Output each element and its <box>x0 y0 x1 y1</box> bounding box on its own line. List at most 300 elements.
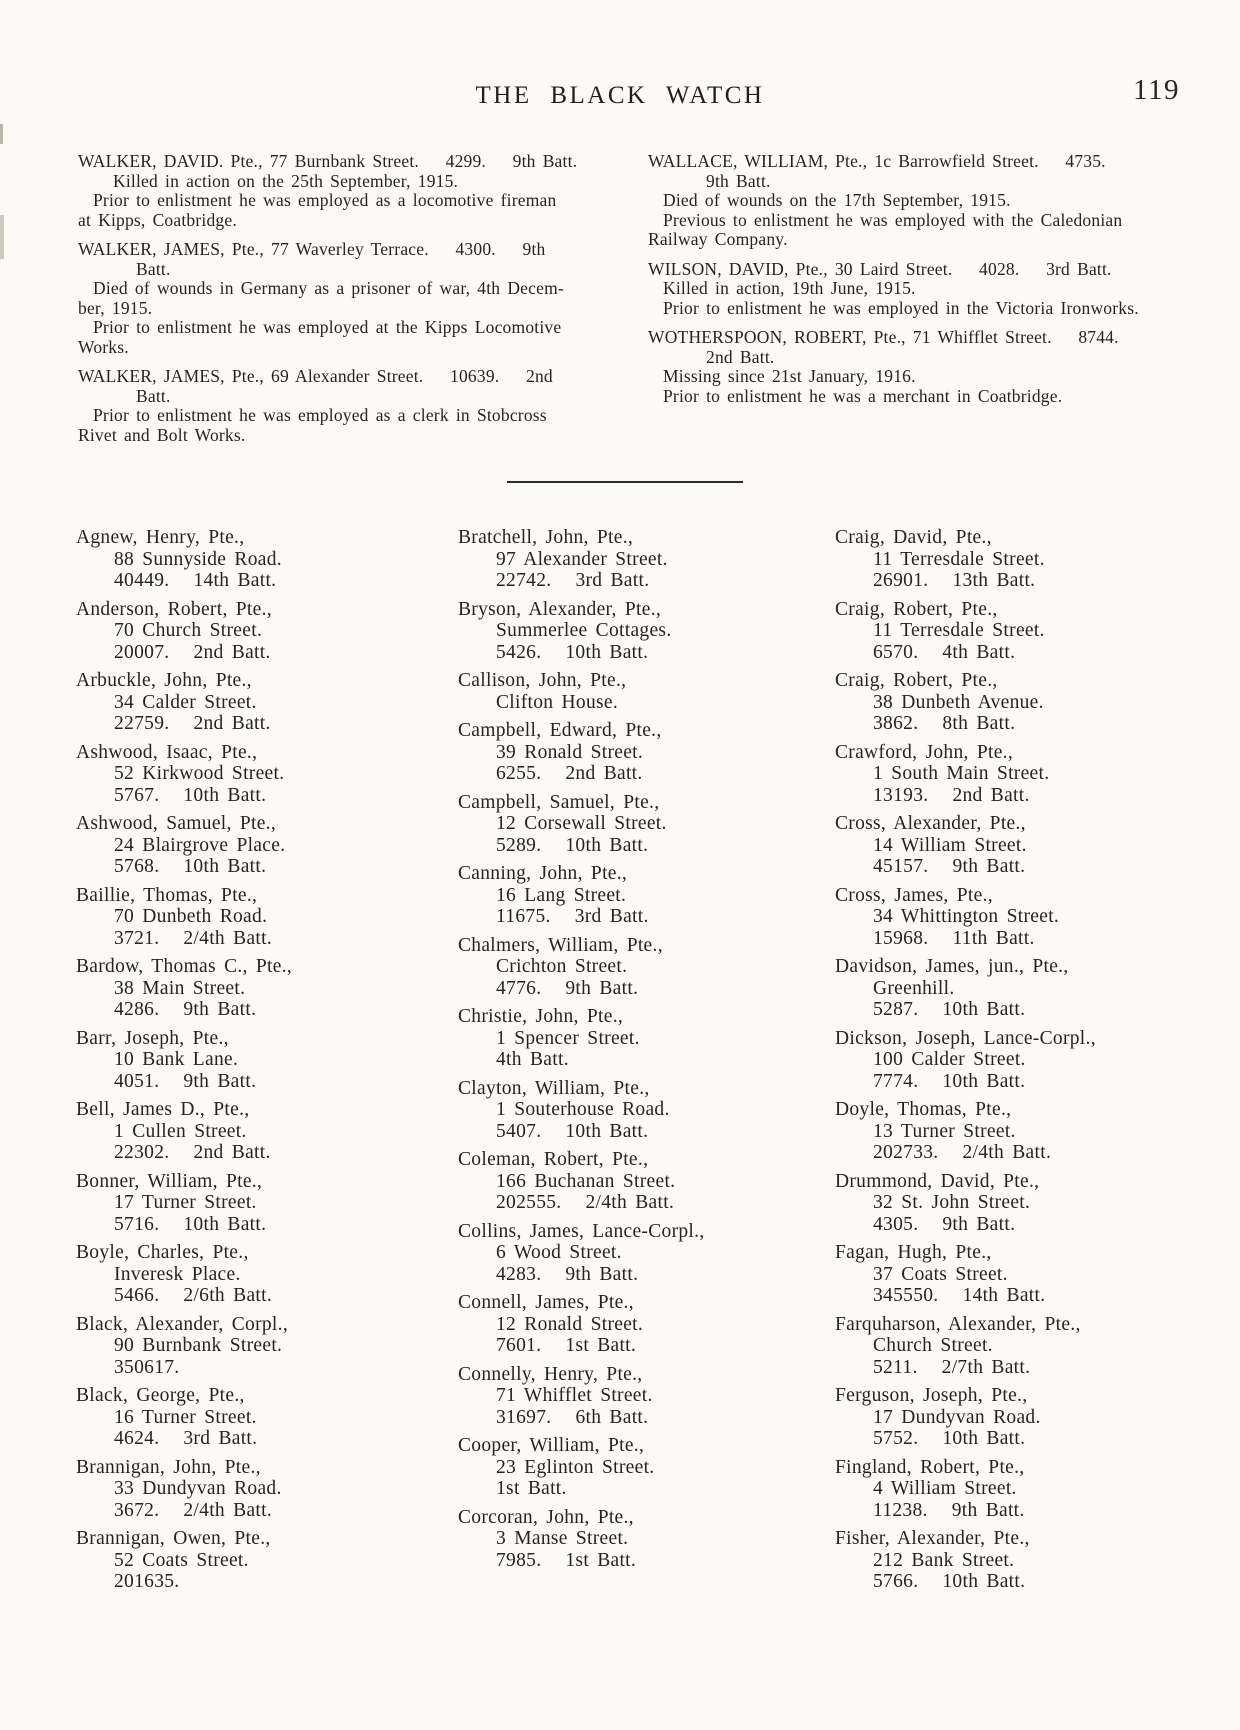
entry-address: 166 Buchanan Street. <box>496 1170 676 1192</box>
roll-entry-body-line: Prior to enlistment he was a merchant in Coatbridge. <box>663 385 1063 406</box>
roll-column-right <box>648 152 1160 455</box>
entry-name: Black, Alexander, Corpl., <box>76 1313 289 1335</box>
entry-name: Campbell, Samuel, Pte., <box>458 791 660 813</box>
entry-service-line <box>458 1478 835 1500</box>
roll-entry-head-line: 2nd Batt. <box>706 346 775 367</box>
entry-address: 52 Kirkwood Street. <box>114 763 285 784</box>
roll-entry <box>78 152 602 230</box>
list-entry <box>458 1149 835 1214</box>
entry-service-number: 11675. <box>496 906 551 927</box>
entry-name: Christie, John, Pte., <box>458 1006 624 1027</box>
entry-service-number: 5466. <box>114 1285 160 1306</box>
list-entry <box>76 885 458 950</box>
entry-address: 14 William Street. <box>873 834 1027 856</box>
entry-battalion: 9th Batt. <box>952 856 1026 877</box>
entry-service-number: 202733. <box>873 1142 939 1163</box>
entry-address: 38 Main Street. <box>114 977 246 999</box>
entry-service-line <box>76 570 458 592</box>
entry-address: 12 Ronald Street. <box>496 1313 644 1335</box>
roll-entry <box>78 367 602 445</box>
entry-service-line <box>458 1049 835 1071</box>
list-entry <box>76 527 458 592</box>
list-entry <box>76 1242 458 1307</box>
entry-address: 1 Souterhouse Road. <box>496 1099 670 1120</box>
list-entry <box>458 527 835 592</box>
entry-name: Ashwood, Samuel, Pte., <box>76 813 277 834</box>
entry-address: 17 Dundyvan Road. <box>873 1406 1041 1428</box>
entry-service-line <box>458 1192 835 1214</box>
entry-name: Brannigan, John, Pte., <box>76 1456 261 1478</box>
entry-name: Bratchell, John, Pte., <box>458 527 634 548</box>
entry-name: Bell, James D., Pte., <box>76 1099 250 1120</box>
entry-service-number: 22742. <box>496 570 552 591</box>
entry-service-number: 26901. <box>873 570 929 591</box>
entry-service-line <box>76 642 458 664</box>
list-entry <box>835 1528 1190 1593</box>
roll-entry-body-line: Died of wounds on the 17th September, 1915. <box>663 190 1011 210</box>
entry-battalion: 10th Batt. <box>183 856 267 877</box>
entry-service-number: 6255. <box>496 763 542 784</box>
entry-address: 16 Lang Street. <box>496 884 627 906</box>
entry-battalion: 9th Batt. <box>942 1213 1016 1235</box>
entry-name: Craig, Robert, Pte., <box>835 670 998 691</box>
entry-name: Cross, James, Pte., <box>835 884 993 906</box>
entry-service-line <box>458 1335 835 1357</box>
entry-name: Barr, Joseph, Pte., <box>76 1027 229 1049</box>
roll-entry-body-line: Missing since 21st January, 1916. <box>663 366 916 386</box>
roll-entry-body-line: Works. <box>78 336 129 357</box>
entry-service-line <box>835 1357 1190 1379</box>
list-entry <box>835 1171 1190 1236</box>
list-entry <box>458 720 835 785</box>
roll-column-left <box>78 152 602 455</box>
entry-name: Connell, James, Pte., <box>458 1292 634 1313</box>
entry-service-number: 5752. <box>873 1428 919 1449</box>
entry-battalion: 10th Batt. <box>565 641 649 663</box>
entry-service-number: 5766. <box>873 1571 919 1592</box>
entry-battalion: 4th Batt. <box>496 1049 569 1070</box>
roll-entry-head-line: WOTHERSPOON, ROBERT, Pte., 71 Whifflet Street. 8744. <box>648 327 1119 347</box>
entry-address: 17 Turner Street. <box>114 1192 257 1213</box>
list-entry <box>458 1435 835 1500</box>
entry-address: 1 Spencer Street. <box>496 1027 640 1049</box>
list-entry <box>835 1385 1190 1450</box>
roll-entry-body-line: Prior to enlistment he was employed at the Kipps Locomotive <box>93 317 562 337</box>
roll-entry-body-line: Prior to enlistment he was employed as a locomotive fireman <box>93 190 557 210</box>
entry-address: 1 South Main Street. <box>873 763 1050 784</box>
entry-service-number: 22759. <box>114 713 170 734</box>
entry-service-number: 345550. <box>873 1285 939 1306</box>
list-entry <box>76 1028 458 1093</box>
entry-battalion: 2/6th Batt. <box>183 1285 273 1306</box>
entry-address: 34 Whittington Street. <box>873 906 1060 927</box>
entry-battalion: 2nd Batt. <box>193 1142 271 1163</box>
roll-entry-body-line: at Kipps, Coatbridge. <box>78 209 237 230</box>
entry-name: Callison, John, Pte., <box>458 670 627 691</box>
entry-address: Church Street. <box>873 1335 993 1356</box>
entry-service-line <box>76 713 458 735</box>
entry-service-line <box>458 1121 835 1143</box>
entry-service-line <box>835 1142 1190 1164</box>
entry-service-line <box>835 570 1190 592</box>
roll-entry-body-line: Killed in action, 19th June, 1915. <box>663 278 916 298</box>
page-header <box>0 74 1240 114</box>
roll-entry-head-line: Batt. <box>136 258 171 279</box>
list-entry <box>835 527 1190 592</box>
entry-name: Baillie, Thomas, Pte., <box>76 884 258 906</box>
name-list-section <box>0 527 1240 1600</box>
entry-service-number: 5211. <box>873 1356 918 1378</box>
entry-service-number: 7985. <box>496 1549 542 1571</box>
entry-service-line <box>835 1571 1190 1593</box>
roll-entry-head-line: Batt. <box>136 385 171 406</box>
list-entry <box>458 670 835 713</box>
list-entry <box>76 1099 458 1164</box>
list-entry <box>458 1507 835 1572</box>
list-entry <box>458 1364 835 1429</box>
entry-service-line <box>458 763 835 785</box>
name-list-column-3 <box>835 527 1190 1600</box>
entry-name: Agnew, Henry, Pte., <box>76 527 245 548</box>
list-entry <box>76 670 458 735</box>
list-entry <box>76 1457 458 1522</box>
entry-service-number: 45157. <box>873 856 929 877</box>
entry-service-number: 13193. <box>873 784 929 806</box>
entry-service-number: 6570. <box>873 641 919 663</box>
entry-service-line <box>835 1428 1190 1450</box>
entry-battalion: 2/4th Batt. <box>962 1142 1052 1163</box>
entry-service-number: 31697. <box>496 1406 552 1428</box>
name-list-column-2 <box>458 527 835 1600</box>
section-divider <box>507 481 743 483</box>
entry-battalion: 9th Batt. <box>565 1263 639 1285</box>
roll-entry-body-line: Prior to enlistment he was employed as a clerk in Stobcross <box>93 405 547 425</box>
entry-battalion: 10th Batt. <box>183 784 267 806</box>
entry-service-line <box>835 713 1190 735</box>
entry-address: 97 Alexander Street. <box>496 548 668 570</box>
entry-service-line <box>76 999 458 1021</box>
entry-service-line <box>835 1071 1190 1093</box>
entry-service-number: 5767. <box>114 784 160 806</box>
list-entry <box>76 1385 458 1450</box>
entry-service-line <box>76 1500 458 1522</box>
entry-battalion: 2/7th Batt. <box>941 1356 1031 1378</box>
entry-name: Ferguson, Joseph, Pte., <box>835 1385 1028 1406</box>
entry-address: 212 Bank Street. <box>873 1549 1015 1571</box>
entry-service-number: 5426. <box>496 641 542 663</box>
name-list-column-1 <box>76 527 458 1600</box>
entry-battalion: 10th Batt. <box>183 1213 267 1235</box>
entry-service-line <box>76 1357 458 1379</box>
entry-service-number: 3672. <box>114 1499 160 1521</box>
roll-entry-body-line: Railway Company. <box>648 229 788 249</box>
entry-name: Collins, James, Lance-Corpl., <box>458 1220 705 1242</box>
entry-address: 100 Calder Street. <box>873 1049 1026 1070</box>
roll-of-honour-section <box>0 152 1240 455</box>
list-entry <box>458 863 835 928</box>
entry-service-number: 350617. <box>114 1356 180 1378</box>
entry-address: 90 Burnbank Street. <box>114 1335 283 1356</box>
list-entry <box>76 742 458 807</box>
list-entry <box>458 1006 835 1071</box>
entry-battalion: 6th Batt. <box>575 1406 649 1428</box>
entry-service-line <box>458 978 835 1000</box>
list-entry <box>835 742 1190 807</box>
entry-battalion: 10th Batt. <box>942 1571 1026 1592</box>
entry-battalion: 1st Batt. <box>565 1549 637 1571</box>
entry-name: Boyle, Charles, Pte., <box>76 1242 249 1263</box>
entry-service-line <box>458 906 835 928</box>
entry-address: 13 Turner Street. <box>873 1120 1016 1142</box>
entry-name: Bryson, Alexander, Pte., <box>458 598 662 620</box>
entry-address: 70 Church Street. <box>114 620 263 641</box>
entry-battalion: 3rd Batt. <box>183 1428 258 1449</box>
entry-battalion: 2/4th Batt. <box>183 1499 273 1521</box>
entry-battalion: 2nd Batt. <box>565 763 643 784</box>
entry-service-number: 5768. <box>114 856 160 877</box>
roll-entry-body-line: Prior to enlistment he was employed in the Victoria Ironworks. <box>663 297 1139 318</box>
entry-service-line <box>76 1142 458 1164</box>
entry-service-number: 201635. <box>114 1571 180 1592</box>
entry-name: Craig, Robert, Pte., <box>835 598 998 620</box>
list-entry <box>458 1078 835 1143</box>
entry-address: Summerlee Cottages. <box>496 620 672 641</box>
list-entry <box>76 1314 458 1379</box>
entry-service-line <box>458 570 835 592</box>
entry-service-number: 7774. <box>873 1070 919 1092</box>
list-entry <box>835 599 1190 664</box>
roll-entry-head-line: WILSON, DAVID, Pte., 30 Laird Street. 4028. 3rd Batt. <box>648 258 1112 279</box>
entry-battalion: 9th Batt. <box>951 1499 1025 1521</box>
roll-entry-body-line: Previous to enlistment he was employed with the Caledonian <box>663 209 1123 230</box>
entry-address: 3 Manse Street. <box>496 1528 629 1549</box>
entry-service-number: 5716. <box>114 1213 160 1235</box>
list-entry <box>835 956 1190 1021</box>
entry-service-number: 5287. <box>873 999 919 1020</box>
roll-entry <box>648 328 1160 406</box>
entry-battalion: 14th Batt. <box>193 570 277 591</box>
entry-service-line <box>835 1500 1190 1522</box>
entry-address: 70 Dunbeth Road. <box>114 906 268 927</box>
entry-service-number: 5289. <box>496 834 542 856</box>
entry-service-line <box>76 1071 458 1093</box>
entry-address: 71 Whifflet Street. <box>496 1385 653 1406</box>
entry-name: Clayton, William, Pte., <box>458 1077 650 1099</box>
entry-battalion: 4th Batt. <box>942 641 1016 663</box>
entry-address: Greenhill. <box>873 977 955 999</box>
list-entry <box>76 1528 458 1593</box>
list-entry <box>76 813 458 878</box>
entry-service-line <box>458 642 835 664</box>
entry-service-line <box>835 1214 1190 1236</box>
list-entry <box>835 813 1190 878</box>
entry-address: 38 Dunbeth Avenue. <box>873 691 1044 713</box>
entry-service-number: 3862. <box>873 713 919 734</box>
list-entry <box>76 956 458 1021</box>
entry-service-line <box>835 642 1190 664</box>
entry-name: Anderson, Robert, Pte., <box>76 598 272 620</box>
page-number: 119 <box>1133 74 1180 106</box>
list-entry <box>835 1028 1190 1093</box>
entry-name: Arbuckle, John, Pte., <box>76 670 252 691</box>
entry-address: 11 Terresdale Street. <box>873 548 1045 570</box>
entry-address: 12 Corsewall Street. <box>496 813 667 834</box>
entry-service-number: 4051. <box>114 1070 160 1092</box>
entry-battalion: 2/4th Batt. <box>183 927 273 949</box>
entry-service-line <box>458 1550 835 1572</box>
roll-entry-head-line: WALLACE, WILLIAM, Pte., 1c Barrowfield Street. 4735. <box>648 151 1106 171</box>
roll-entry-head-line: WALKER, DAVID. Pte., 77 Burnbank Street. 4299. 9th Batt. <box>78 151 578 171</box>
roll-entry-head-line: 9th Batt. <box>706 170 771 191</box>
entry-name: Farquharson, Alexander, Pte., <box>835 1313 1081 1335</box>
entry-battalion: 13th Batt. <box>952 570 1036 591</box>
entry-service-number: 4305. <box>873 1213 919 1235</box>
roll-entry-body-line: Killed in action on the 25th September, 1915. <box>113 170 459 191</box>
roll-entry-body-line: Died of wounds in Germany as a prisoner of war, 4th Decem- <box>93 278 564 298</box>
entry-service-line <box>835 1285 1190 1307</box>
entry-service-line <box>76 856 458 878</box>
entry-battalion: 2nd Batt. <box>193 641 271 663</box>
entry-service-line <box>458 1407 835 1429</box>
entry-battalion: 10th Batt. <box>565 834 649 856</box>
entry-battalion: 10th Batt. <box>565 1120 649 1142</box>
entry-service-number: 40449. <box>114 570 170 591</box>
entry-service-line <box>835 928 1190 950</box>
entry-battalion: 2nd Batt. <box>952 784 1030 806</box>
entry-address: 39 Ronald Street. <box>496 741 644 763</box>
entry-battalion: 9th Batt. <box>183 999 257 1020</box>
entry-battalion: 10th Batt. <box>942 999 1026 1020</box>
entry-name: Campbell, Edward, Pte., <box>458 720 662 741</box>
list-entry <box>835 885 1190 950</box>
entry-service-number: 4776. <box>496 977 542 999</box>
list-entry <box>835 670 1190 735</box>
entry-service-line <box>76 1214 458 1236</box>
entry-address: Inveresk Place. <box>114 1263 241 1285</box>
entry-address: 37 Coats Street. <box>873 1263 1008 1285</box>
entry-name: Doyle, Thomas, Pte., <box>835 1099 1012 1120</box>
entry-name: Cooper, William, Pte., <box>458 1435 645 1456</box>
roll-entry-body-line: Rivet and Bolt Works. <box>78 424 246 445</box>
entry-address: 23 Eglinton Street. <box>496 1456 655 1478</box>
entry-service-number: 202555. <box>496 1192 562 1213</box>
entry-battalion: 10th Batt. <box>942 1070 1026 1092</box>
list-entry <box>835 1457 1190 1522</box>
entry-service-number: 4286. <box>114 999 160 1020</box>
entry-address: 10 Bank Lane. <box>114 1049 239 1070</box>
entry-name: Fingland, Robert, Pte., <box>835 1456 1025 1478</box>
entry-address: 34 Calder Street. <box>114 691 257 713</box>
entry-name: Black, George, Pte., <box>76 1385 245 1406</box>
entry-battalion: 8th Batt. <box>942 713 1016 734</box>
entry-name: Corcoran, John, Pte., <box>458 1506 634 1528</box>
entry-service-line <box>458 1264 835 1286</box>
entry-battalion: 1st Batt. <box>565 1335 637 1356</box>
entry-name: Canning, John, Pte., <box>458 863 628 884</box>
entry-battalion: 9th Batt. <box>183 1070 257 1092</box>
entry-name: Bardow, Thomas C., Pte., <box>76 956 293 977</box>
entry-battalion: 2nd Batt. <box>193 713 271 734</box>
entry-battalion: 2/4th Batt. <box>585 1192 675 1213</box>
entry-service-line <box>76 1428 458 1450</box>
list-entry <box>458 792 835 857</box>
entry-battalion: 1st Batt. <box>496 1478 567 1499</box>
entry-service-line <box>835 785 1190 807</box>
entry-service-line <box>458 835 835 857</box>
entry-service-line <box>835 856 1190 878</box>
entry-service-number: 20007. <box>114 641 170 663</box>
entry-name: Fisher, Alexander, Pte., <box>835 1528 1030 1549</box>
entry-address: 33 Dundyvan Road. <box>114 1478 282 1499</box>
entry-service-number: 5407. <box>496 1120 542 1142</box>
entry-address: 16 Turner Street. <box>114 1406 257 1428</box>
entry-name: Coleman, Robert, Pte., <box>458 1149 649 1170</box>
entry-service-line <box>835 999 1190 1021</box>
entry-address: 88 Sunnyside Road. <box>114 548 282 570</box>
entry-service-number: 15968. <box>873 927 929 949</box>
list-entry <box>835 1099 1190 1164</box>
entry-name: Crawford, John, Pte., <box>835 741 1014 763</box>
entry-service-line <box>76 928 458 950</box>
entry-service-line <box>76 1571 458 1593</box>
entry-service-number: 3721. <box>114 927 160 949</box>
list-entry <box>835 1242 1190 1307</box>
entry-address: 24 Blairgrove Place. <box>114 834 286 856</box>
entry-service-line <box>76 785 458 807</box>
list-entry <box>458 1292 835 1357</box>
entry-service-number: 4283. <box>496 1263 542 1285</box>
entry-address: 6 Wood Street. <box>496 1242 622 1263</box>
entry-service-number: 22302. <box>114 1142 170 1163</box>
entry-name: Ashwood, Isaac, Pte., <box>76 741 258 763</box>
entry-name: Chalmers, William, Pte., <box>458 934 663 956</box>
entry-name: Dickson, Joseph, Lance-Corpl., <box>835 1027 1096 1049</box>
entry-battalion: 3rd Batt. <box>574 906 649 927</box>
entry-address: 1 Cullen Street. <box>114 1120 247 1142</box>
roll-entry-head-line: WALKER, JAMES, Pte., 77 Waverley Terrace. 4300. 9th <box>78 239 546 259</box>
list-entry <box>76 1171 458 1236</box>
entry-name: Davidson, James, jun., Pte., <box>835 956 1069 977</box>
roll-entry-body-line: ber, 1915. <box>78 297 153 318</box>
entry-address: 11 Terresdale Street. <box>873 620 1045 641</box>
entry-name: Fagan, Hugh, Pte., <box>835 1242 992 1263</box>
entry-address: 4 William Street. <box>873 1478 1017 1499</box>
page-title: THE BLACK WATCH <box>475 82 765 109</box>
entry-address: 52 Coats Street. <box>114 1549 249 1571</box>
entry-service-number: 4624. <box>114 1428 160 1449</box>
entry-battalion: 9th Batt. <box>565 977 639 999</box>
entry-address: 32 St. John Street. <box>873 1192 1031 1213</box>
scan-artifact <box>0 124 3 144</box>
entry-service-line <box>76 1285 458 1307</box>
list-entry <box>458 599 835 664</box>
entry-name: Bonner, William, Pte., <box>76 1170 263 1192</box>
list-entry <box>76 599 458 664</box>
entry-name: Cross, Alexander, Pte., <box>835 813 1026 834</box>
entry-service-number: 11238. <box>873 1499 928 1521</box>
roll-entry <box>648 260 1160 319</box>
entry-address: Crichton Street. <box>496 956 628 977</box>
entry-name: Connelly, Henry, Pte., <box>458 1363 643 1385</box>
entry-battalion: 10th Batt. <box>942 1428 1026 1449</box>
entry-name: Drummond, David, Pte., <box>835 1170 1040 1192</box>
entry-battalion: 3rd Batt. <box>575 570 650 591</box>
entry-service-number: 7601. <box>496 1335 542 1356</box>
entry-name: Craig, David, Pte., <box>835 527 992 548</box>
list-entry <box>458 935 835 1000</box>
entry-battalion: 11th Batt. <box>952 927 1035 949</box>
entry-address: Clifton House. <box>496 691 619 713</box>
